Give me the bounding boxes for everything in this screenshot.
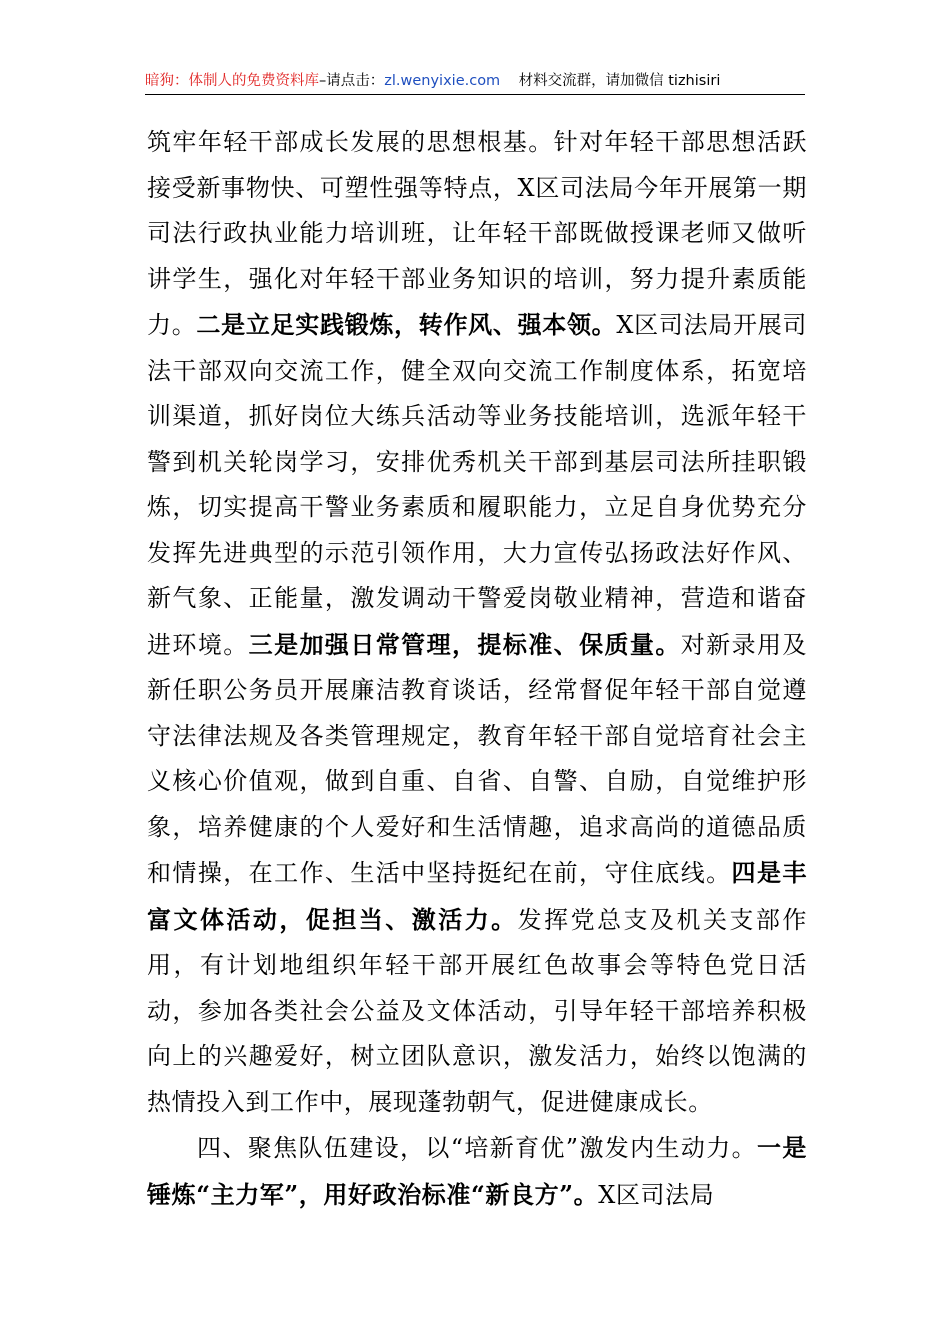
paragraph-1 (147, 120, 807, 1125)
p1-heading-3: 三是加强日常管理，提标准、保质量。 (248, 629, 681, 659)
p1-sentence-1: 筑牢年轻干部成长发展的思想根基。针对年轻干部思想活跃接受新事物快、可塑性强等特点，X区司法局今年开展第一期司法行政执业能力培训班，让年轻干部既做授课老师又做听讲学生，强化对年轻干部业务知识的培训，努力提升素质能力。 (147, 128, 807, 339)
p1-sentence-3: 对新录用及新任职公务员开展廉洁教育谈话，经常督促年轻干部自觉遵守法律法规及各类管理规定，教育年轻干部自觉培育社会主义核心价值观，做到自重、自省、自警、自励，自觉维护形象，培养健康的个人爱好和生活情趣，追求高尚的道德品质和情操，在工作、生活中坚持挺纪在前，守住底线。 (147, 630, 808, 887)
document-body (147, 120, 807, 1218)
header-divider (145, 94, 805, 95)
header-link-prefix: –请点击： (319, 73, 385, 89)
header-site-name: 暗狗：体制人的免费资料库 (145, 73, 319, 89)
header-contact: 材料交流群，请加微信 tizhisiri (518, 73, 721, 89)
p2-heading-1: 一是锤炼“主力军”，用好政治标准“新良方”。 (147, 1133, 808, 1209)
p1-heading-4: 四是丰富文体活动，促担当、激活力。 (147, 858, 807, 934)
section-title: 四、聚焦队伍建设，以“培新育优”激发内生动力。 (197, 1134, 758, 1162)
header-link[interactable]: zl.wenyixie.com (384, 73, 501, 89)
p1-sentence-4: 发挥党总支及机关支部作用，有计划地组织年轻干部开展红色故事会等特色党日活动，参加各类社会公益及文体活动，引导年轻干部培养积极向上的兴趣爱好，树立团队意识，激发活力，始终以饱满的热情投入到工作中，展现蓬勃朝气，促进健康成长。 (147, 905, 807, 1116)
p1-heading-2: 二是立足实践锻炼，转作风、强本领。 (196, 310, 617, 339)
paragraph-2 (147, 1125, 807, 1218)
page-header (145, 70, 805, 92)
p2-sentence-1: X区司法局 (598, 1180, 715, 1209)
p1-sentence-2: X区司法局开展司法干部双向交流工作，健全双向交流工作制度体系，拓宽培训渠道，抓好岗位大练兵活动等业务技能培训，选派年轻干警到机关轮岗学习，安排优秀机关干部到基层司法所挂职锻炼，切实提高干警业务素质和履职能力，立足自身优势充分发挥先进典型的示范引领作用，大力宣传弘扬政法好作风、新气象、正能量，激发调动干警爱岗敬业精神，营造和谐奋进环境。 (147, 311, 808, 659)
